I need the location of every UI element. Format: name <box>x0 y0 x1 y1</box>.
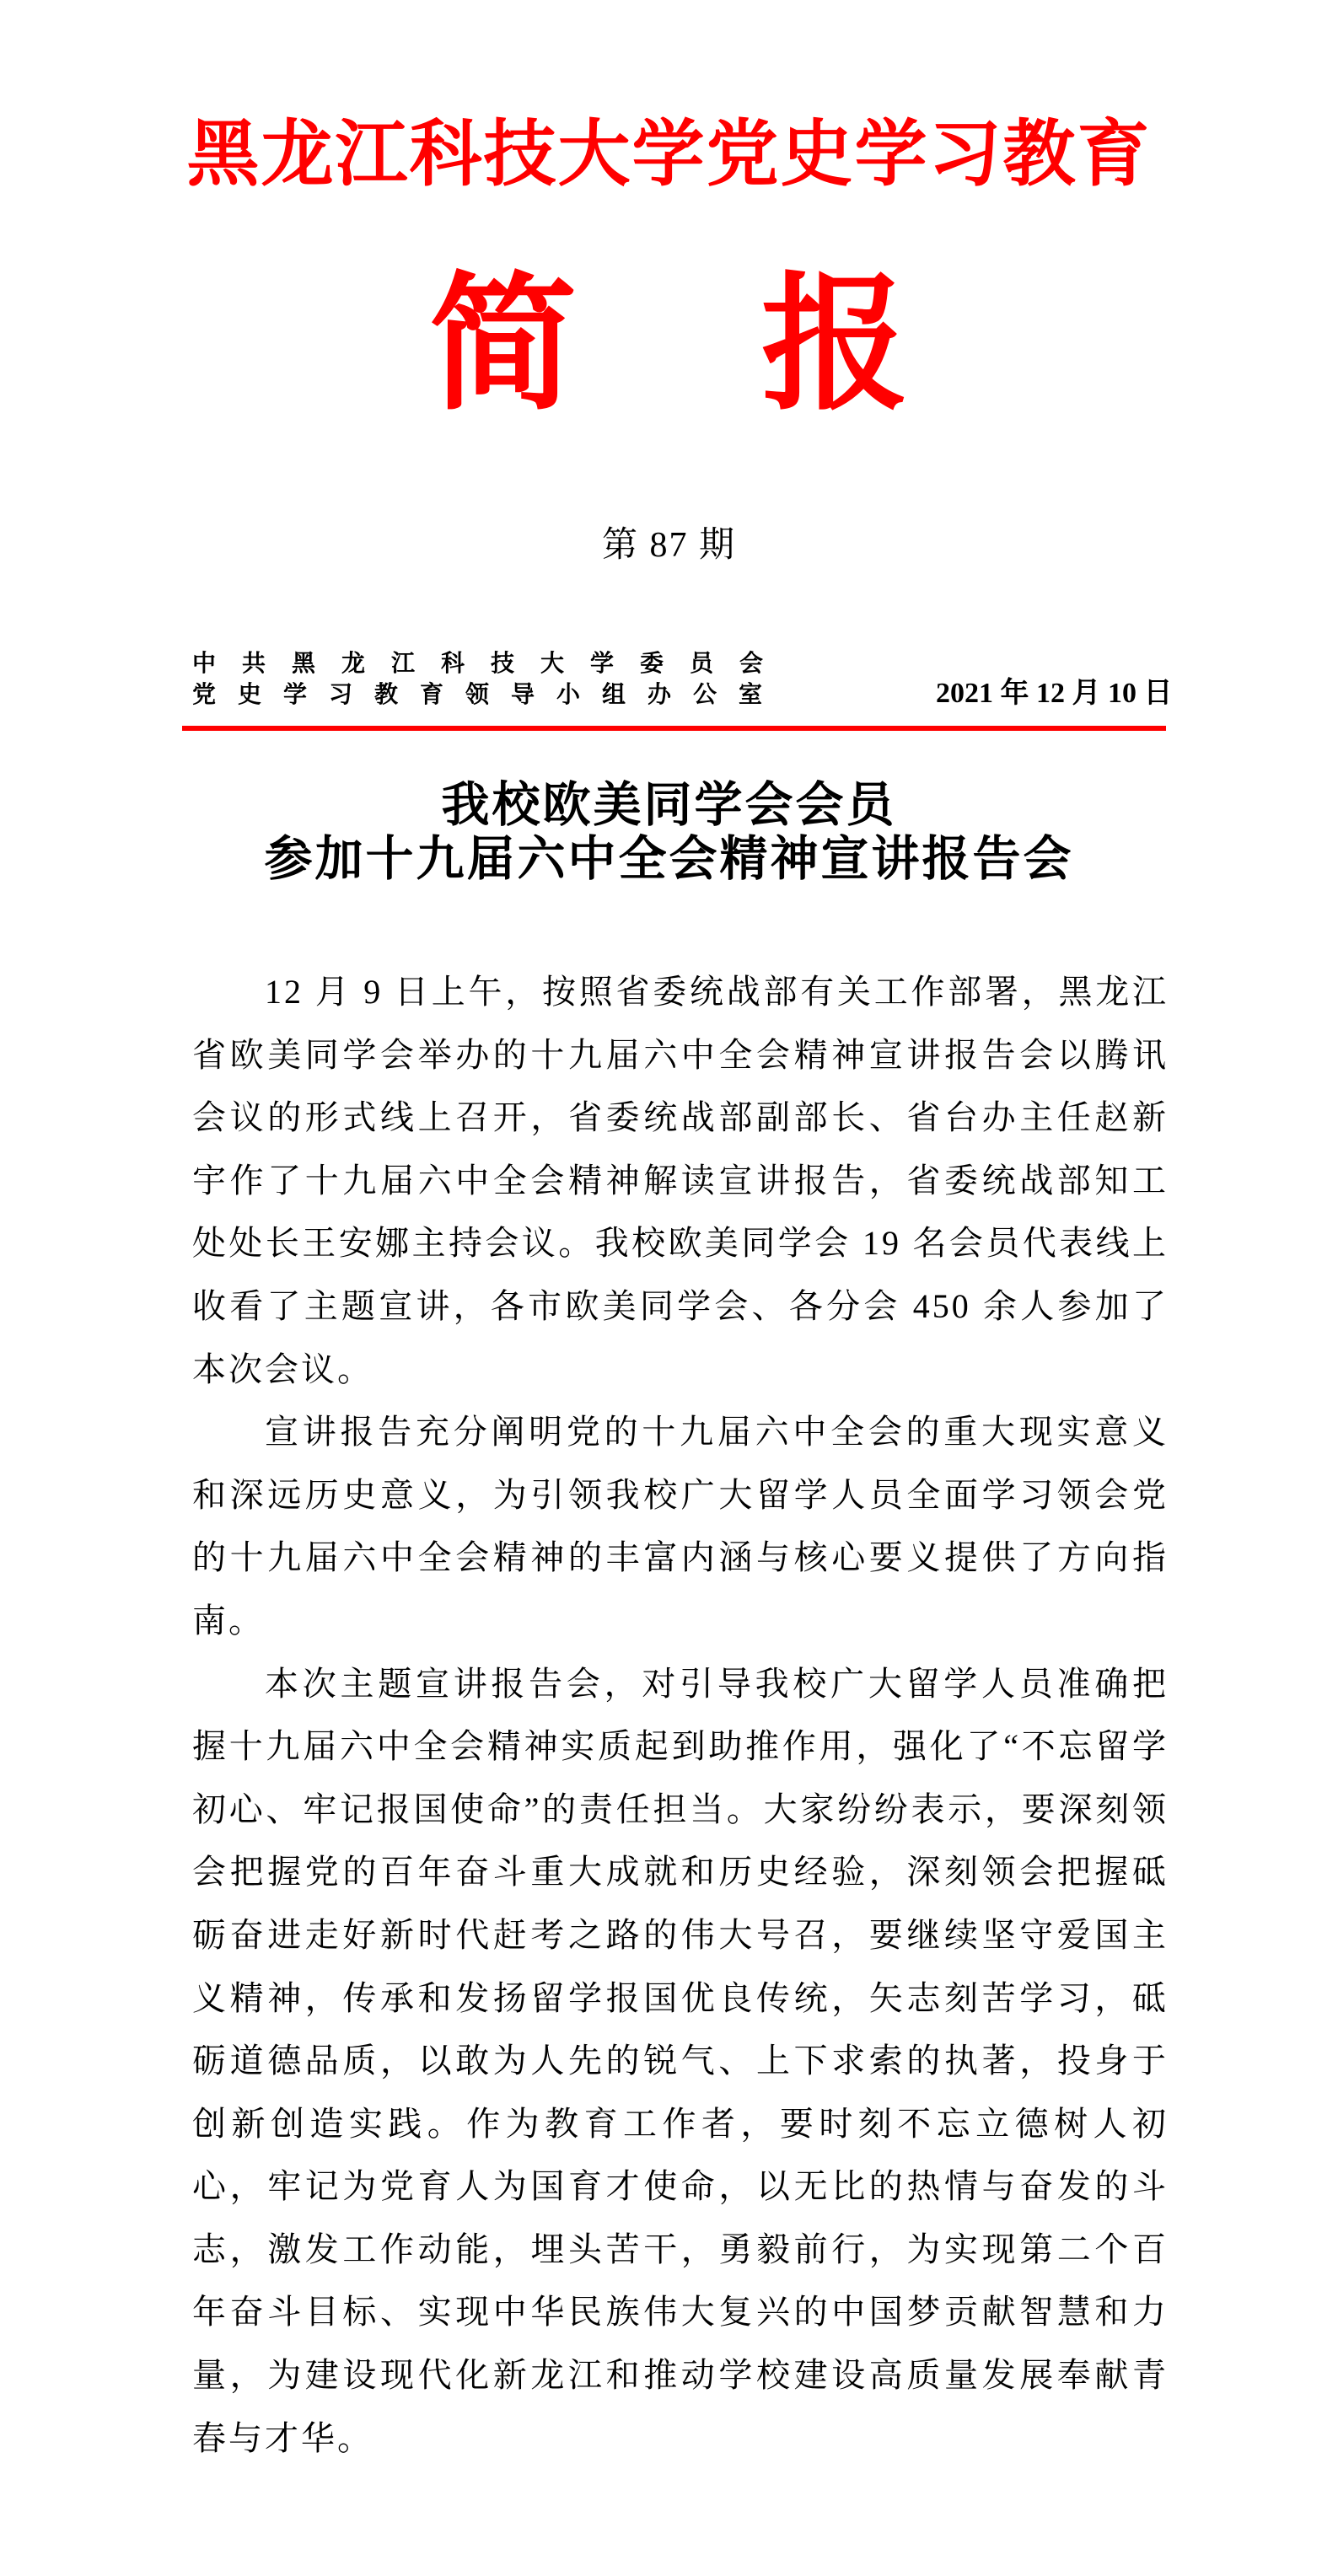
issue-number: 第 87 期 <box>601 526 736 565</box>
article-title-line-1: 我校欧美同学会会员 <box>441 779 897 832</box>
article-title <box>0 779 1338 887</box>
issue-date: 2021 年 12 月 10 日 <box>936 678 1173 709</box>
issuer-office-line: 党史学习教育领导小组办公室 <box>192 681 785 707</box>
body-paragraph-2: 宣讲报告充分阐明党的十九届六中全会的重大现实意义和深远历史意义，为引领我校广大留学人员全面学习领会党的十九届六中全会精神的丰富内涵与核心要义提供了方向指南。 <box>192 1413 1169 1640</box>
issuer-committee-line: 中共黑龙江科技大学委员会 <box>192 650 790 676</box>
article-body <box>192 961 1169 2470</box>
masthead-brief-word: 简 报 <box>429 263 909 427</box>
issuer-block <box>192 647 799 710</box>
masthead-title: 黑龙江科技大学党史学习教育 <box>186 114 1152 195</box>
article-title-line-2: 参加十九届六中全会精神宣讲报告会 <box>264 833 1074 886</box>
body-paragraph-3: 本次主题宣讲报告会，对引导我校广大留学人员准确把握十九届六中全会精神实质起到助推作用，强化了“不忘留学初心、牢记报国使命”的责任担当。大家纷纷表示，要深刻领会把握党的百年奋斗重大成就和历史经验，深刻领会把握砥砺奋进走好新时代赶考之路的伟大号召，要继续坚守爱国主义精神，传承和发扬留学报国优良传统，矢志刻苦学习，砥砺道德品质，以敢为人先的锐气、上下求索的执著，投身于创新创造实践。作为教育工作者，要时刻不忘立德树人初心，牢记为党育人为国育才使命，以无比的热情与奋发的斗志，激发工作动能，埋头苦干，勇毅前行，为实现第二个百年奋斗目标、实现中华民族伟大复兴的中国梦贡献智慧和力量，为建设现代化新龙江和推动学校建设高质量发展奉献青春与才华。 <box>192 1664 1169 2457</box>
body-paragraph-1: 12 月 9 日上午，按照省委统战部有关工作部署，黑龙江省欧美同学会举办的十九届六中全会精神宣讲报告会以腾讯会议的形式线上召开，省委统战部副部长、省台办主任赵新宇作了十九届六中全会精神解读宣讲报告，省委统战部知工处处长王安娜主持会议。我校欧美同学会 19 名会员代表线上收看了主题宣讲，各市欧美同学会、各分会 450 余人参加了本次会议。 <box>192 973 1169 1388</box>
red-divider-rule <box>182 726 1166 731</box>
